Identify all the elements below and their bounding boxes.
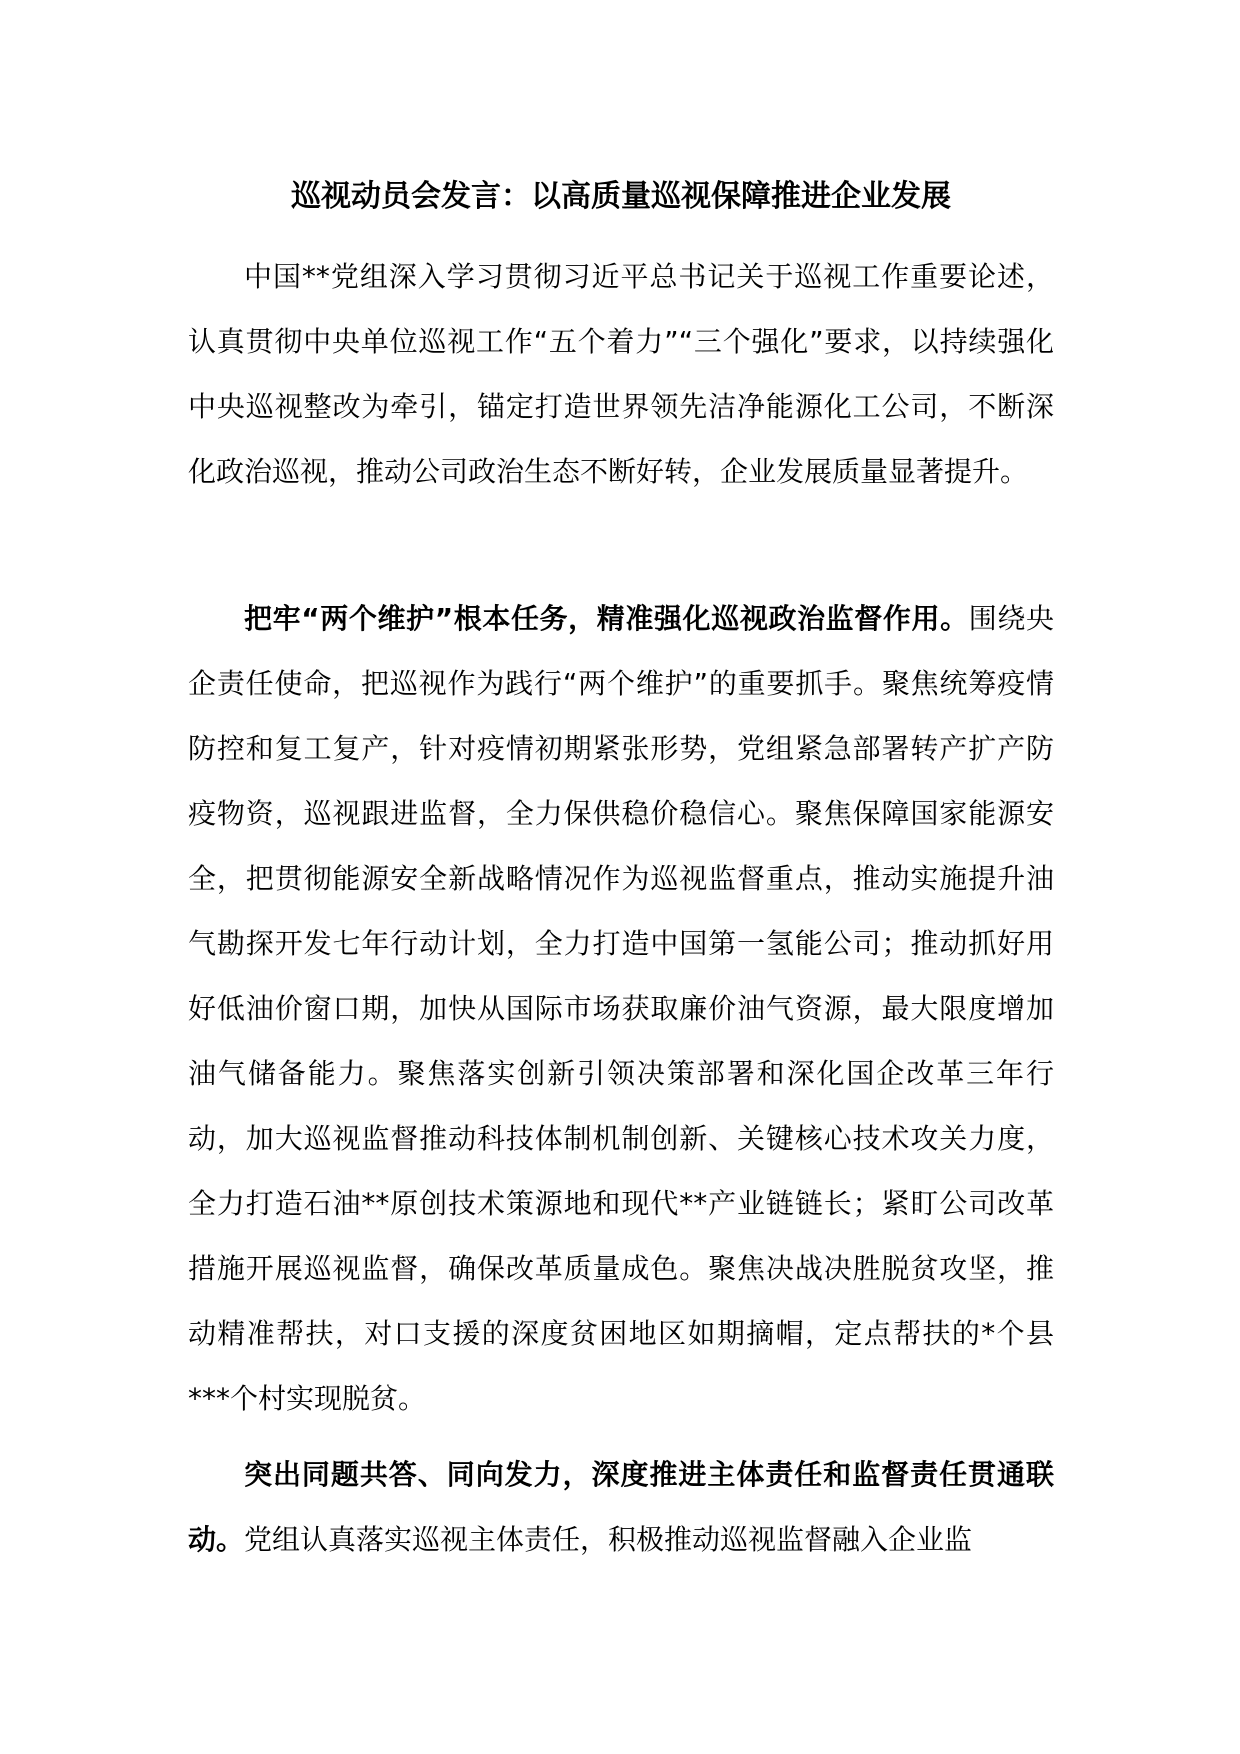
paragraph-lead-heading: 突出同题共答、同向发力，深度推进主体责任和监督责任贯通联动。 [188,1458,1054,1556]
paragraph-section-2 [188,1442,1054,1572]
paragraph-body: 党组认真落实巡视主体责任，积极推动巡视监督融入企业监 [244,1523,973,1556]
paragraph-lead-heading: 把牢“两个维护”根本任务，精准强化巡视政治监督作用。 [244,602,969,635]
document-title: 巡视动员会发言：以高质量巡视保障推进企业发展 [291,179,951,214]
paragraph-section-1 [188,586,1054,1431]
paragraph-intro [188,244,1054,504]
paragraph-body: 围绕央企责任使命，把巡视作为践行“两个维护”的重要抓手。聚焦统筹疫情防控和复工复产，针对疫情初期紧张形势，党组紧急部署转产扩产防疫物资，巡视跟进监督，全力保供稳价稳信心。聚焦保障国家能源安全，把贯彻能源安全新战略情况作为巡视监督重点，推动实施提升油气勘探开发七年行动计划，全力打造中国第一氢能公司；推动抓好用好低油价窗口期，加快从国际市场获取廉价油气资源，最大限度增加油气储备能力。聚焦落实创新引领决策部署和深化国企改革三年行动，加大巡视监督推动科技体制机制创新、关键核心技术攻关力度，全力打造石油**原创技术策源地和现代**产业链链长；紧盯公司改革措施开展巡视监督，确保改革质量成色。聚焦决战决胜脱贫攻坚，推动精准帮扶，对口支援的深度贫困地区如期摘帽，定点帮扶的*个县***个村实现脱贫。 [188,602,1054,1415]
paragraph-body: 中国**党组深入学习贯彻习近平总书记关于巡视工作重要论述，认真贯彻中央单位巡视工作“五个着力”“三个强化”要求，以持续强化中央巡视整改为牵引，锚定打造世界领先洁净能源化工公司，不断深化政治巡视，推动公司政治生态不断好转，企业发展质量显著提升。 [188,260,1054,488]
